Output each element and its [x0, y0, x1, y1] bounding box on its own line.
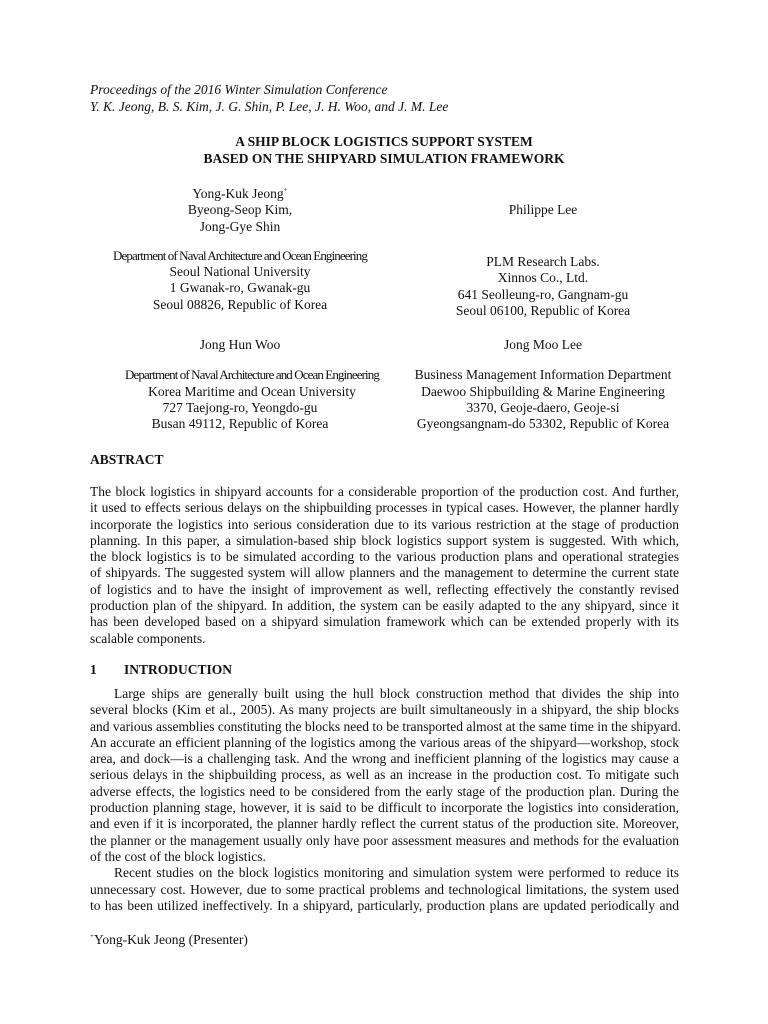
paper-title-line-2: BASED ON THE SHIPYARD SIMULATION FRAMEWORK — [203, 151, 565, 166]
abstract-line: it used to effects serious delays on the shipbuilding processes in typical cases. However, the planner hardly — [90, 500, 679, 516]
section-number: 1 — [90, 662, 97, 677]
intro-line: production planning stage, however, it is said to be difficult to incorporate the logistics into consideration, — [90, 800, 679, 816]
abstract-body — [90, 484, 679, 647]
introduction-body — [90, 686, 679, 914]
intro-line: unnecessary cost. However, due to some practical problems and technological limitations, the system used — [90, 881, 679, 897]
intro-line: of the cost of the block logistics. — [90, 848, 266, 864]
footnote-mark: + — [90, 932, 94, 940]
abstract-heading: ABSTRACT — [90, 452, 164, 467]
intro-line: and even if it is incorporated, the planner hardly reflect the current status of the production site. Moreover, — [90, 816, 679, 832]
intro-line: area, and dock—is a challenging task. And the wrong and inefficient planning of the logistics may cause a — [90, 751, 679, 767]
abstract-line: incorporate the logistics into serious consideration due to its various restriction at the stage of production — [90, 516, 679, 532]
abstract-line: of shipyards. The suggested system will allow planners and the management to determine the current state — [90, 565, 679, 581]
author-name: Jong Hun Woo — [199, 337, 281, 352]
intro-line: adverse effects, the logistics need to be considered from the early stage of the production plan. During the — [90, 783, 679, 799]
introduction-heading — [90, 662, 232, 678]
footnote-text: Yong-Kuk Jeong (Presenter) — [93, 932, 248, 947]
department: Department of Naval Architecture and Ocean Engineering — [113, 247, 367, 263]
intro-line: Large ships are generally built using the hull block construction method that divides the ship into — [114, 686, 679, 701]
authors-header: Y. K. Jeong, B. S. Kim, J. G. Shin, P. Lee, J. H. Woo, and J. M. Lee — [90, 99, 449, 114]
abstract-line: the block logistics is to be simulated according to the various production plans and operational strategies — [90, 549, 679, 565]
intro-line: to has been utilized ineffectively. In a shipyard, particularly, production plans are updated periodically and — [90, 897, 679, 913]
street-address: 727 Taejong-ro, Yeongdo-gu — [162, 399, 318, 415]
department: Department of Naval Architecture and Ocean Engineering — [125, 367, 379, 383]
presenter-mark: + — [283, 186, 288, 194]
city-address: Gyeongsangnam-do 53302, Republic of Korea — [416, 416, 670, 432]
affiliation-xinnos — [393, 202, 693, 218]
author-name: Jong Moo Lee — [504, 337, 582, 352]
author-name: Philippe Lee — [508, 202, 578, 217]
intro-line: Recent studies on the block logistics monitoring and simulation system were performed to reduce its — [114, 865, 679, 881]
abstract-line: of logistics and to have the insight of improvement as well, reflecting effectively the constantly revised — [90, 581, 679, 597]
intro-line: several blocks (Kim et al., 2005). As many projects are built simultaneously in a shipyard, the ship blocks — [90, 702, 679, 718]
affiliation-korea-maritime — [102, 337, 402, 432]
abstract-line: has been developed based on a shipyard simulation framework which can be extended properly with its — [90, 614, 679, 630]
lab-name: PLM Research Labs. — [486, 254, 600, 269]
city-address: Seoul 06100, Republic of Korea — [455, 302, 631, 318]
institution: Seoul National University — [169, 264, 311, 280]
city-address: Seoul 08826, Republic of Korea — [152, 296, 328, 312]
affiliation-seoul-national — [90, 186, 390, 313]
intro-line: and various assemblies constituting the blocks need to be transported almost at the same time in the shipyard. — [90, 718, 681, 734]
abstract-line: The block logistics in shipyard accounts for a considerable proportion of the production cost. And further, — [90, 484, 679, 499]
author-name: Byeong-Seop Kim, — [187, 202, 293, 218]
footnote — [90, 932, 248, 948]
city-address: Busan 49112, Republic of Korea — [151, 416, 329, 432]
affiliation-daewoo — [393, 337, 693, 432]
affiliation-xinnos-address — [393, 254, 693, 319]
author-name: Yong-Kuk Jeong+ — [192, 186, 288, 201]
abstract-line: planning. In this paper, a simulation-based ship block logistics support system is suggested. With which, — [90, 532, 679, 548]
institution: Korea Maritime and Ocean University — [148, 383, 356, 399]
author-name: Jong-Gye Shin — [199, 218, 281, 234]
intro-line: serious delays in the shipbuilding process, as well as an increase in the production cost. To mitigate such — [90, 767, 679, 783]
abstract-line: production plan of the shipyard. In addition, the system can be easily adapted to the any shipyard, since it — [90, 598, 679, 614]
street-address: 1 Gwanak-ro, Gwanak-gu — [169, 280, 311, 296]
section-title: INTRODUCTION — [124, 662, 233, 677]
paper-title-line-1: A SHIP BLOCK LOGISTICS SUPPORT SYSTEM — [235, 134, 533, 149]
abstract-line: scalable components. — [90, 630, 206, 646]
institution: Xinnos Co., Ltd. — [497, 270, 589, 286]
intro-line: An accurate an efficient planning of the logistics among the various areas of the shipyard—workshop, stock — [90, 734, 679, 750]
conference-header: Proceedings of the 2016 Winter Simulation Conference — [90, 82, 388, 97]
street-address: 641 Seolleung-ro, Gangnam-gu — [457, 286, 629, 302]
street-address: 3370, Geoje-daero, Geoje-si — [466, 399, 620, 415]
intro-line: the planner or the management usually only have poor assessment measures and methods for the evaluation — [90, 832, 679, 848]
department: Business Management Information Department — [414, 367, 672, 383]
institution: Daewoo Shipbuilding & Marine Engineering — [421, 383, 665, 399]
